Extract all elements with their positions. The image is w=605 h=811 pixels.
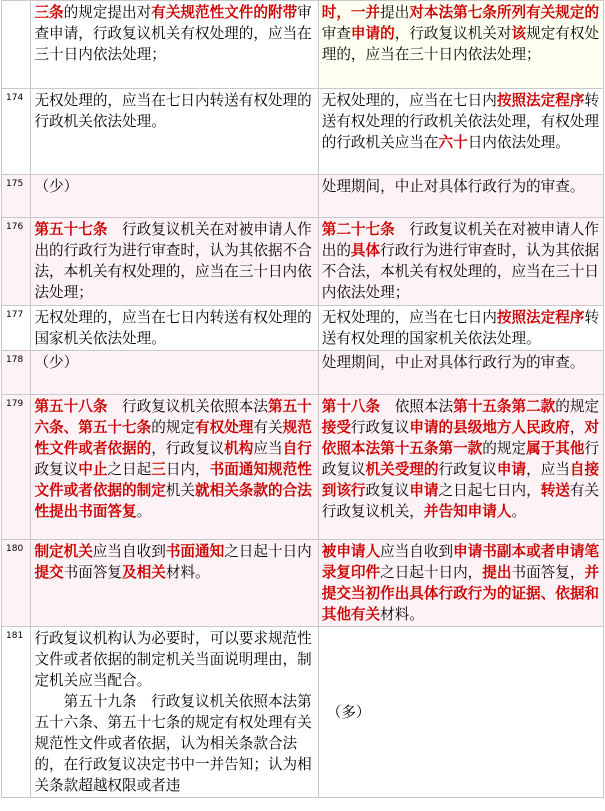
row-number: 175 (2, 175, 31, 218)
highlighted-text: 按照法定程序 (496, 92, 585, 109)
row-number: 174 (2, 89, 31, 175)
new-law-text-cell (31, 218, 318, 306)
text-segment: 的规定提出对 (63, 4, 152, 21)
table-row (2, 218, 604, 306)
highlighted-text: 提交 (34, 564, 64, 581)
highlighted-text: 第二十七条 (321, 221, 395, 238)
highlighted-text: 该 (511, 25, 527, 42)
text-segment: 之日起 (107, 461, 152, 478)
text-segment: 提出 (380, 4, 410, 21)
text-segment: 材料。 (165, 564, 210, 581)
text-segment: 政复议 (365, 482, 410, 499)
text-segment: 行政行为进行审查时，认为其依据不合法，本机关有权处理的，应当在三十日内依法处理； (321, 242, 600, 301)
text-segment: 处理期间，中止对具体行政行为的审查。 (321, 178, 585, 195)
text-segment: （少） (34, 354, 79, 371)
highlighted-text: 第十八条 (321, 398, 381, 415)
text-segment: 日内， (165, 461, 210, 478)
table-row (2, 175, 604, 218)
new-law-text-cell (31, 395, 318, 540)
highlighted-text: 申请书副本或者申请笔录复印件 (321, 543, 600, 581)
text-segment: 无权处理的，应当在七日内 (321, 309, 497, 326)
new-law-text-cell (31, 175, 318, 218)
old-law-text-cell (318, 175, 603, 218)
old-law-text-cell (318, 1, 603, 89)
highlighted-text: 就相关条款的合法性提出书面答复 (34, 482, 312, 520)
text-segment: ， (569, 419, 585, 436)
table-row (2, 627, 604, 798)
row-number: 177 (2, 306, 31, 351)
highlighted-text: 被申请人 (321, 543, 381, 560)
highlighted-text: 申请 (496, 461, 527, 478)
text-segment: （多） (326, 703, 371, 721)
text-segment: 行政复议 (350, 419, 410, 436)
highlighted-text: 第五十七条 (34, 221, 108, 238)
text-segment: 无权处理的，应当在七日内转送有权处理的国家机关依法处理。 (34, 309, 312, 347)
new-law-text-cell (31, 89, 318, 175)
old-law-text-cell (318, 395, 603, 540)
text-segment: 行政复议机关在对被申请人作出的行政行为进行审查时，认为其依据不合法，本机关有权处理的，应当在三十日内依法处理； (34, 221, 312, 301)
old-law-text-cell (318, 627, 603, 798)
new-law-text-cell (31, 306, 318, 351)
table-row (2, 89, 604, 175)
text-segment: 有关行政复议机关， (321, 482, 600, 520)
text-segment: 依照本法 (380, 398, 454, 415)
text-segment: 行政复议 (321, 440, 600, 478)
new-law-text-cell (31, 351, 318, 395)
text-segment: 行政复议机关依照本法 (107, 398, 268, 415)
highlighted-text: 自行 (282, 440, 312, 457)
highlighted-text: 申请的 (350, 25, 395, 42)
highlighted-text: 及相关 (122, 564, 166, 581)
text-segment: ，行政复议机关对 (394, 25, 512, 42)
highlighted-text: 并提交当初作出具体行政行为的证据、依据和其他有关 (321, 564, 600, 623)
row-number: 180 (2, 540, 31, 627)
text-segment: 之日起十日内， (380, 564, 483, 581)
highlighted-text: 书面通知 (165, 543, 225, 560)
text-segment: 的规定 (151, 419, 195, 436)
text-segment: ，应当 (526, 461, 570, 478)
text-segment: 的规定 (555, 398, 600, 415)
old-law-text-cell (318, 306, 603, 351)
new-law-text-cell (31, 540, 318, 627)
table-row (2, 1, 604, 89)
text-segment: 材料。 (380, 606, 424, 623)
text-segment: 之日起十日内 (224, 543, 312, 560)
text-segment: 转送有权处理的行政机关依法处理，有权处理的行政机关应当在 (321, 92, 600, 151)
highlighted-text: 机关受理的 (365, 461, 439, 478)
highlighted-text: 申请 (409, 482, 439, 499)
row-number: 178 (2, 351, 31, 395)
text-segment: 转送有权处理的国家机关依法处理。 (321, 309, 600, 347)
highlighted-text: 提出 (482, 564, 512, 581)
highlighted-text: 制定机关 (34, 543, 93, 560)
text-segment: 审查 (321, 25, 351, 42)
highlighted-text: 具体 (350, 242, 381, 259)
highlighted-text: 规范性文件或者依据的 (34, 419, 312, 457)
text-segment: 审查申请，行政复议机关有权处理的，应当在三十日内依法处理； (34, 4, 312, 63)
row-number: 179 (2, 395, 31, 540)
old-law-text-cell (318, 351, 603, 395)
highlighted-text: 接受 (321, 419, 351, 436)
text-segment: 有关 (253, 419, 283, 436)
highlighted-text: 第五十八条 (34, 398, 108, 415)
highlighted-text: 时，一并 (321, 4, 381, 21)
highlighted-text: 三条 (34, 4, 64, 21)
paragraph: 行政复议机构认为必要时，可以要求规范性文件或者依据的制定机关当面说明理由，制定机关应当配合。 (34, 630, 312, 689)
text-segment: 政复议 (34, 461, 79, 478)
old-law-text-cell (318, 89, 603, 175)
paragraph: 第五十九条 行政复议机关依照本法第五十六条、第五十七条的规定有权处理有关规范性文件或者依据，认为相关条款合法的，在行政复议决定书中一并告知；认为相关条款超越权限或者违 (34, 693, 312, 794)
row-number (2, 1, 31, 89)
highlighted-text: 有关规范性文件的附带 (151, 4, 298, 21)
highlighted-text: 自接到该行 (321, 461, 600, 499)
table-row (2, 395, 604, 540)
text-segment: 之日起七日内， (438, 482, 541, 499)
new-law-text-cell (31, 1, 318, 89)
row-number: 181 (2, 627, 31, 798)
table-row (2, 540, 604, 627)
text-segment: 机关 (165, 482, 195, 499)
highlighted-text: 按照法定程序 (496, 309, 585, 326)
text-segment: 应当自收到 (380, 543, 454, 560)
text-segment: 无权处理的，应当在七日内 (321, 92, 497, 109)
highlighted-text: 书面通知规范性文件或者依据的制定 (34, 461, 312, 499)
highlighted-text: 六十 (438, 134, 468, 151)
text-segment: 。 (511, 503, 527, 520)
text-segment: 应当自收到 (92, 543, 166, 560)
highlighted-text: 申请的县级地方人民政府 (409, 419, 570, 436)
old-law-text-cell (318, 540, 603, 627)
highlighted-text: 对依照本法第十五条第一款 (321, 419, 600, 457)
table-row (2, 351, 604, 395)
comparison-table (1, 0, 604, 798)
highlighted-text: 有权处理 (195, 419, 254, 436)
text-segment: 应当 (253, 440, 283, 457)
highlighted-text: 对本法第七条所列有关规定的 (409, 4, 600, 21)
text-segment: 。 (136, 503, 152, 520)
text-segment: 书面答复， (511, 564, 585, 581)
text-segment: 书面答复 (63, 564, 123, 581)
new-law-text-cell (31, 627, 318, 798)
text-segment: 行政复议 (438, 461, 497, 478)
highlighted-text: 转送 (540, 482, 570, 499)
table-row (2, 306, 604, 351)
text-segment: 日内依法处理。 (467, 134, 570, 151)
highlighted-text: 属于其他 (526, 440, 585, 457)
highlighted-text: 三 (151, 461, 166, 478)
highlighted-text: 并告知申请人 (423, 503, 512, 520)
highlighted-text: 第十五条第二款 (453, 398, 556, 415)
text-segment: （少） (34, 178, 79, 195)
text-segment: 行政复议机关在对被申请人作出的 (321, 221, 600, 259)
highlighted-text: 第五十六条、第五十七条 (34, 398, 312, 436)
text-segment: 无权处理的，应当在七日内转送有权处理的行政机关依法处理。 (34, 92, 312, 130)
text-segment: ，行政复议 (151, 440, 225, 457)
row-number: 176 (2, 218, 31, 306)
text-segment: 处理期间，中止对具体行政行为的审查。 (321, 354, 585, 371)
highlighted-text: 机构 (224, 440, 254, 457)
highlighted-text: 中止 (78, 461, 108, 478)
text-segment: 规定有权处理的，应当在三十日内依法处理； (321, 25, 600, 63)
text-segment: 的规定 (482, 440, 527, 457)
old-law-text-cell (318, 218, 603, 306)
